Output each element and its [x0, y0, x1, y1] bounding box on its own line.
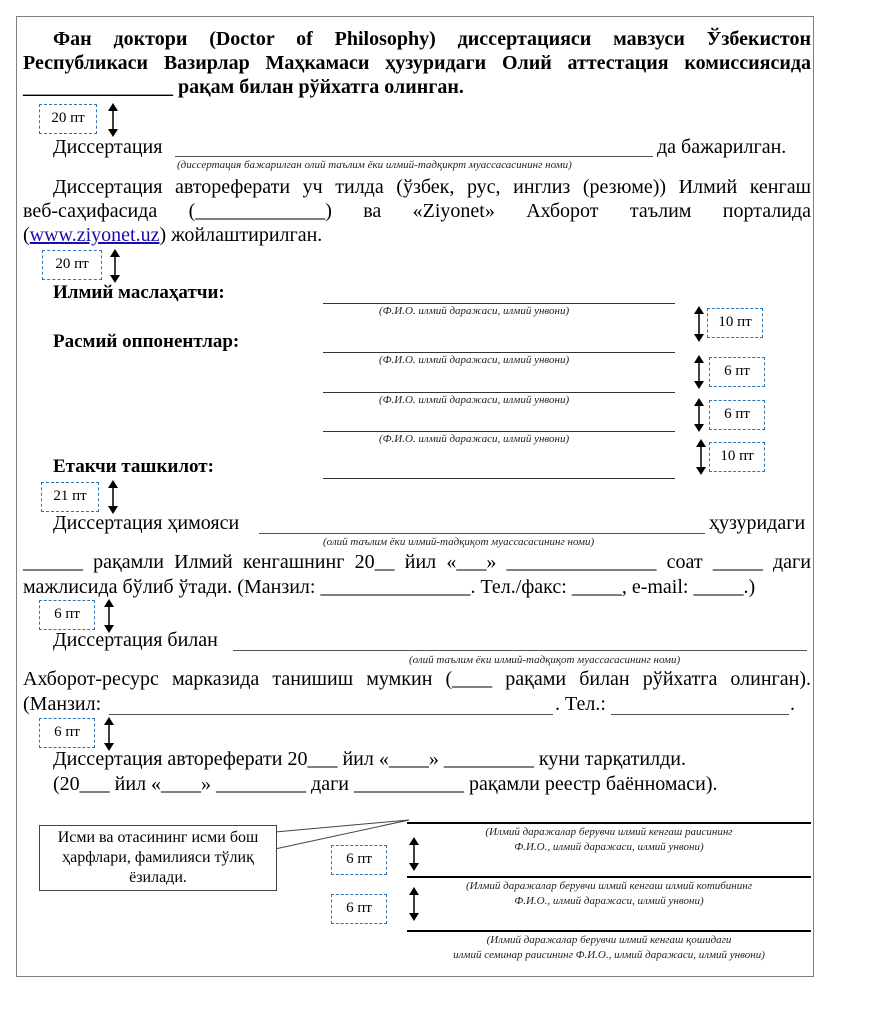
defense-word: даги — [773, 551, 811, 573]
spacing-badge-6pt: 6 пт — [331, 894, 387, 924]
fio-hint: (Ф.И.О. илмий даражаси, илмий унвони) — [379, 305, 570, 317]
chair-signature-line[interactable] — [407, 822, 811, 824]
library-hint: (олий таълим ёки илмий-тадқиқот муассасасининг номи) — [409, 654, 681, 666]
seminar-hint-line-1: (Илмий даражалар берувчи илмий кенгаш қошидаги — [486, 934, 732, 946]
chair-hint-line-2: Ф.И.О., илмий даражаси, илмий унвони) — [514, 841, 704, 853]
chair-hint-line-1: (Илмий даражалар берувчи илмий кенгаш раисининг — [485, 826, 733, 838]
seminar-hint — [407, 933, 811, 963]
abstract-word: ва — [363, 200, 382, 222]
callout-note: Исми ва отасининг исми бош ҳарфлари, фамилияси тўлиқ ёзилади. — [39, 825, 277, 891]
performed-hint: (диссертация бажарилган олий таълим ёки илмий-тадқикрт муассасасининг номи) — [177, 159, 572, 171]
header-line-2: Республикаси Вазирлар Маҳкамаси ҳузуридаги Олий аттестация комиссиясида — [23, 52, 811, 74]
distribution-line-2: (20___ йил «____» _________ даги ___________ рақамли реестр баённомаси). — [53, 773, 718, 795]
month-blank[interactable]: _______________ — [506, 551, 657, 573]
spacing-badge-6pt: 6 пт — [709, 400, 765, 430]
secretary-hint — [407, 879, 811, 909]
library-line-2: Ахборот-ресурс марказида танишиш мумкин (____ рақами билан рўйхатга олинган). — [23, 668, 811, 690]
spacing-badge-6pt: 6 пт — [709, 357, 765, 387]
abstract-word: таълим — [629, 200, 692, 222]
spacing-badge-20pt: 20 пт — [42, 250, 102, 280]
library-prefix: Диссертация билан — [53, 629, 218, 651]
fio-hint: (Ф.И.О. илмий даражаси, илмий унвони) — [379, 433, 570, 445]
defense-line-3: мажлисида бўлиб ўтади. (Манзил: _______________. Тел./факс: _____, e-mail: _____.) — [23, 576, 756, 598]
fio-hint: (Ф.И.О. илмий даражаси, илмий унвони) — [379, 394, 570, 406]
defense-word: кенгашнинг — [242, 551, 345, 573]
defense-word: рақамли — [93, 551, 164, 573]
secretary-hint-line-1: (Илмий даражалар берувчи илмий кенгаш илмий котибининг — [465, 880, 753, 892]
spacing-badge-6pt: 6 пт — [39, 718, 95, 748]
library-address-label: (Манзил: — [23, 693, 102, 715]
performed-prefix: Диссертация — [53, 136, 163, 158]
defense-suffix: ҳузуридаги — [709, 512, 806, 534]
spacing-badge-6pt: 6 пт — [331, 845, 387, 875]
year-blank[interactable]: 20__ — [354, 551, 395, 573]
seminar-hint-line-2: илмий семинар раисининг Ф.И.О., илмий даражаси, илмий унвони) — [453, 949, 765, 961]
performed-suffix: да бажарилган. — [657, 136, 787, 158]
day-blank[interactable]: «___» — [446, 551, 497, 573]
secretary-hint-line-2: Ф.И.О., илмий даражаси, илмий унвони) — [514, 895, 704, 907]
distribution-line-1: Диссертация автореферати 20___ йил «____» _________ куни тарқатилди. — [53, 748, 686, 770]
spacing-badge-20pt: 20 пт — [39, 104, 97, 134]
abstract-word: Ахборот — [526, 200, 599, 222]
header-line-1: Фан доктори (Doctor of Philosophy) диссертацияси мавзуси Ўзбекистон — [53, 28, 811, 50]
spacing-badge-6pt: 6 пт — [39, 600, 95, 630]
double-arrow-icon — [408, 837, 420, 871]
seminar-signature-line[interactable] — [407, 930, 811, 932]
defense-word: соат — [666, 551, 703, 573]
defense-hint: (олий таълим ёки илмий-тадқиқот муассасасининг номи) — [323, 536, 595, 548]
spacing-badge-21pt: 21 пт — [41, 482, 99, 512]
double-arrow-icon — [408, 887, 420, 921]
opponents-label: Расмий оппонентлар: — [53, 331, 240, 352]
secretary-signature-line[interactable] — [407, 876, 811, 878]
spacing-badge-10pt: 10 пт — [707, 308, 763, 338]
defense-prefix: Диссертация ҳимояси — [53, 512, 240, 534]
spacing-badge-10pt: 10 пт — [709, 442, 765, 472]
advisor-label: Илмий маслаҳатчи: — [53, 282, 225, 303]
ziyonet-link[interactable]: www.ziyonet.uz — [29, 224, 160, 246]
paren: ( — [23, 224, 30, 246]
library-phone-label: . Тел.: — [555, 693, 606, 715]
document-page — [16, 16, 814, 977]
abstract-line-3-rest: ) жойлаштирилган. — [159, 224, 323, 246]
chair-hint — [407, 825, 811, 855]
council-number-blank[interactable]: ______ — [23, 551, 83, 573]
abstract-line-1: Диссертация автореферати уч тилда (ўзбек, рус, инглиз (резюме)) Илмий кенгаш — [53, 176, 811, 198]
library-end: . — [790, 693, 795, 715]
hour-blank[interactable]: _____ — [712, 551, 763, 573]
website-blank[interactable]: (_____________) — [188, 200, 332, 222]
abstract-word: «Ziyonet» — [412, 200, 495, 222]
fio-hint: (Ф.И.О. илмий даражаси, илмий унвони) — [379, 354, 570, 366]
header-line-3-text: рақам билан рўйхатга олинган. — [178, 76, 464, 98]
abstract-word: веб-саҳифасида — [23, 200, 158, 222]
registration-number-blank[interactable]: _______________ — [23, 76, 173, 98]
defense-word: Илмий — [174, 551, 233, 573]
leading-org-label: Етакчи ташкилот: — [53, 456, 214, 477]
abstract-word: порталида — [722, 200, 811, 222]
defense-word: йил — [404, 551, 437, 573]
